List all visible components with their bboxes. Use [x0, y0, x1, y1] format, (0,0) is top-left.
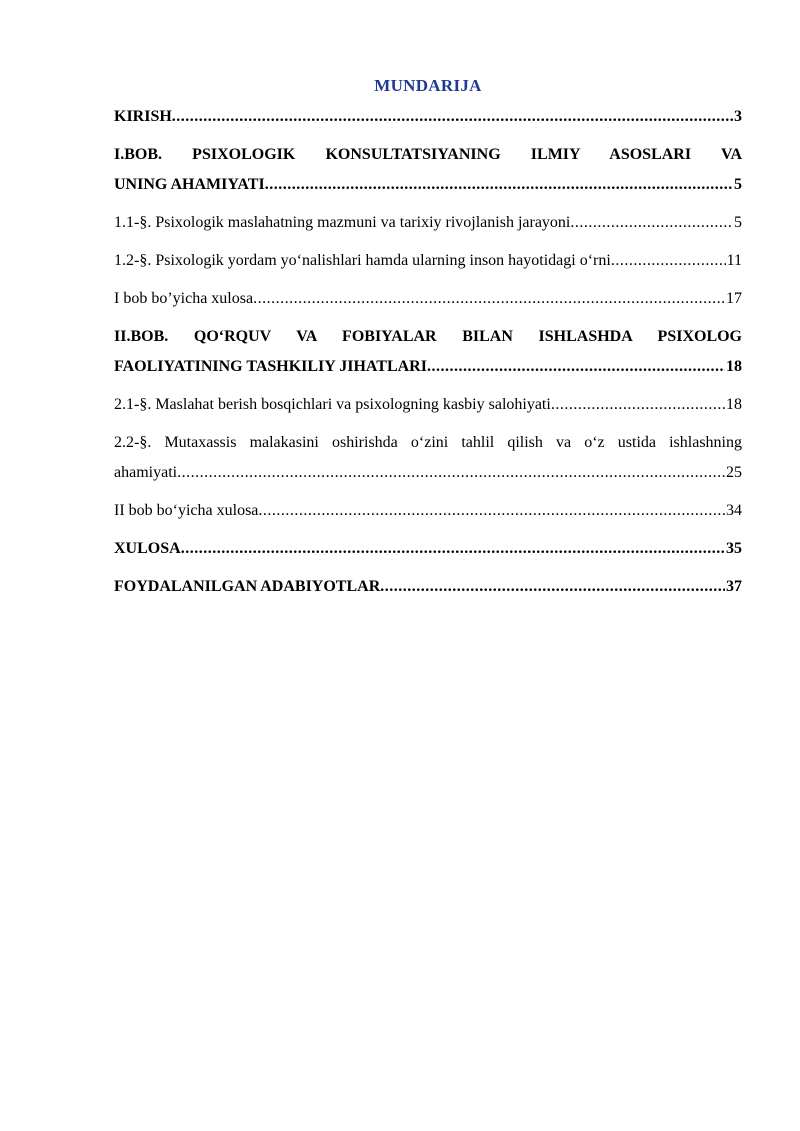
document-page [114, 70, 742, 610]
toc-leader-dots [258, 496, 725, 526]
toc-entry-kirish[interactable] [114, 102, 742, 132]
toc-leader-dots [253, 284, 725, 314]
toc-entry-section-2-2[interactable] [114, 428, 742, 488]
toc-page-number: 34 [726, 502, 742, 519]
toc-leader-dots [611, 246, 726, 276]
toc-leader-dots [181, 534, 725, 564]
toc-entry-xulosa[interactable] [114, 534, 742, 564]
toc-leader-dots [172, 102, 733, 132]
toc-entry-text: 1.2-§. Psixologik yordam yo‘nalishlari hamda ularning inson hayotidagi o‘rni [114, 252, 611, 269]
toc-list [114, 102, 742, 602]
toc-entry-text: KIRISH [114, 108, 172, 125]
toc-entry-text: ahamiyati [114, 464, 178, 481]
toc-leader-dots [427, 352, 725, 382]
toc-page-number: 25 [726, 464, 742, 481]
toc-entry-section-2-1[interactable] [114, 390, 742, 420]
toc-entry-text: FAOLIYATINING TASHKILIY JIHATLARI [114, 358, 427, 375]
toc-page-number: 3 [734, 108, 742, 125]
toc-page-number: 18 [726, 358, 742, 375]
toc-entry-line1: II.BOB. QO‘RQUV VA FOBIYALAR BILAN ISHLASHDA PSIXOLOG [114, 328, 742, 345]
toc-page-number: 35 [726, 540, 742, 557]
toc-entry-text: 2.1-§. Maslahat berish bosqichlari va psixologning kasbiy salohiyati [114, 396, 551, 413]
toc-leader-dots [265, 170, 733, 200]
toc-entry-chapter-2-summary[interactable] [114, 496, 742, 526]
toc-entry-references[interactable] [114, 572, 742, 602]
toc-page-number: 5 [734, 176, 742, 193]
toc-entry-text: 1.1-§. Psixologik maslahatning mazmuni va tarixiy rivojlanish jarayoni [114, 214, 571, 231]
toc-entry-text: XULOSA [114, 540, 181, 557]
toc-entry-line1: 2.2-§. Mutaxassis malakasini oshirishda o‘zini tahlil qilish va o‘z ustida ishlashning [114, 434, 742, 451]
toc-entry-chapter-2[interactable] [114, 322, 742, 382]
toc-page-number: 18 [726, 396, 742, 413]
toc-page-number: 37 [726, 578, 742, 595]
toc-entry-chapter-1-summary[interactable] [114, 284, 742, 314]
toc-leader-dots [177, 458, 725, 488]
toc-page-number: 17 [726, 290, 742, 307]
toc-entry-section-1-2[interactable] [114, 246, 742, 276]
toc-entry-text: I bob bo’yicha xulosa [114, 290, 254, 307]
toc-page-number: 5 [734, 214, 742, 231]
toc-leader-dots [380, 572, 725, 602]
toc-entry-line1: I.BOB. PSIXOLOGIK KONSULTATSIYANING ILMIY ASOSLARI VA [114, 146, 742, 163]
toc-entry-text: FOYDALANILGAN ADABIYOTLAR [114, 578, 381, 595]
toc-entry-chapter-1[interactable] [114, 140, 742, 200]
toc-entry-text: II bob bo‘yicha xulosa [114, 502, 259, 519]
toc-leader-dots [570, 208, 733, 238]
toc-leader-dots [551, 390, 725, 420]
toc-page-number: 11 [726, 252, 742, 269]
toc-entry-text: UNING AHAMIYATI [114, 176, 265, 193]
toc-entry-section-1-1[interactable] [114, 208, 742, 238]
toc-title: MUNDARIJA [374, 76, 482, 95]
